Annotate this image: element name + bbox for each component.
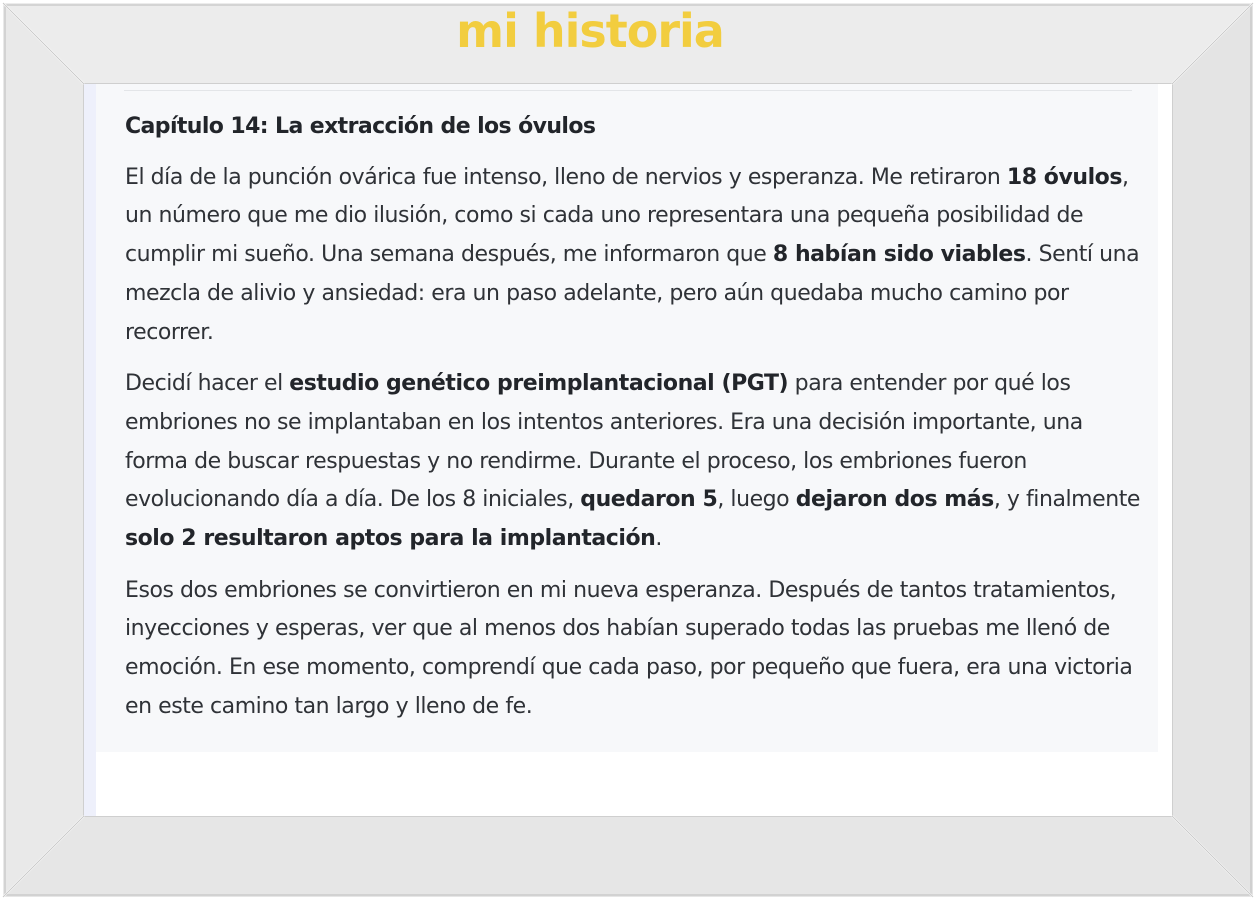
text-span: , un número que me dio ilusión, como si cada uno representara una pequeña posibilidad de cumplir mi sueño. Una semana después, me informaron que — [125, 164, 1129, 268]
text-span: para entender por qué los embriones no se implantaban en los intentos anteriores. Era una decisión importante, una forma de buscar respuestas y no rendirme. Durante el proceso, los embriones fueron evolucionando día a día. De los 8 iniciales, — [125, 371, 1083, 513]
bold-text: solo 2 resultaron aptos para la implantación — [125, 526, 656, 552]
story-title: mi historia — [456, 4, 724, 58]
divider — [124, 90, 1132, 91]
bold-text: 18 óvulos — [1006, 164, 1122, 190]
text-span: Decidí hacer el — [125, 371, 290, 397]
text-span: , y finalmente — [993, 487, 1140, 513]
bold-text: quedaron 5 — [580, 487, 718, 513]
left-border — [84, 84, 96, 816]
bold-text: estudio genético preimplantacional (PGT) — [289, 371, 789, 397]
text-span: El día de la punción ovárica fue intenso, lleno de nervios y esperanza. Me retiraron — [125, 164, 1007, 190]
paragraph-3: Esos dos embriones se convirtieron en mi nueva esperanza. Después de tantos tratamientos, inyecciones y esperas, ver que al menos dos habían superado todas las pruebas me llenó de emoción. En ese momento, comprendí que cada paso, por pequeño que fuera, era una victoria en este camino tan largo y lleno de fe. — [125, 577, 1133, 719]
text-span: . Sentí una mezcla de alivio y ansiedad: era un paso adelante, pero aún quedaba mucho camino por recorrer. — [125, 242, 1140, 345]
article-card — [96, 84, 1158, 752]
paragraph-1 — [125, 159, 1145, 353]
paragraph-2 — [125, 365, 1145, 559]
bold-text: 8 habían sido viables — [772, 242, 1026, 268]
text-span: . — [655, 526, 662, 552]
content-panel — [84, 84, 1172, 816]
text-span: , luego — [717, 487, 796, 513]
bold-text: dejaron dos más — [795, 487, 994, 513]
chapter-heading: Capítulo 14: La extracción de los óvulos — [125, 114, 596, 139]
article-content — [125, 108, 1145, 740]
